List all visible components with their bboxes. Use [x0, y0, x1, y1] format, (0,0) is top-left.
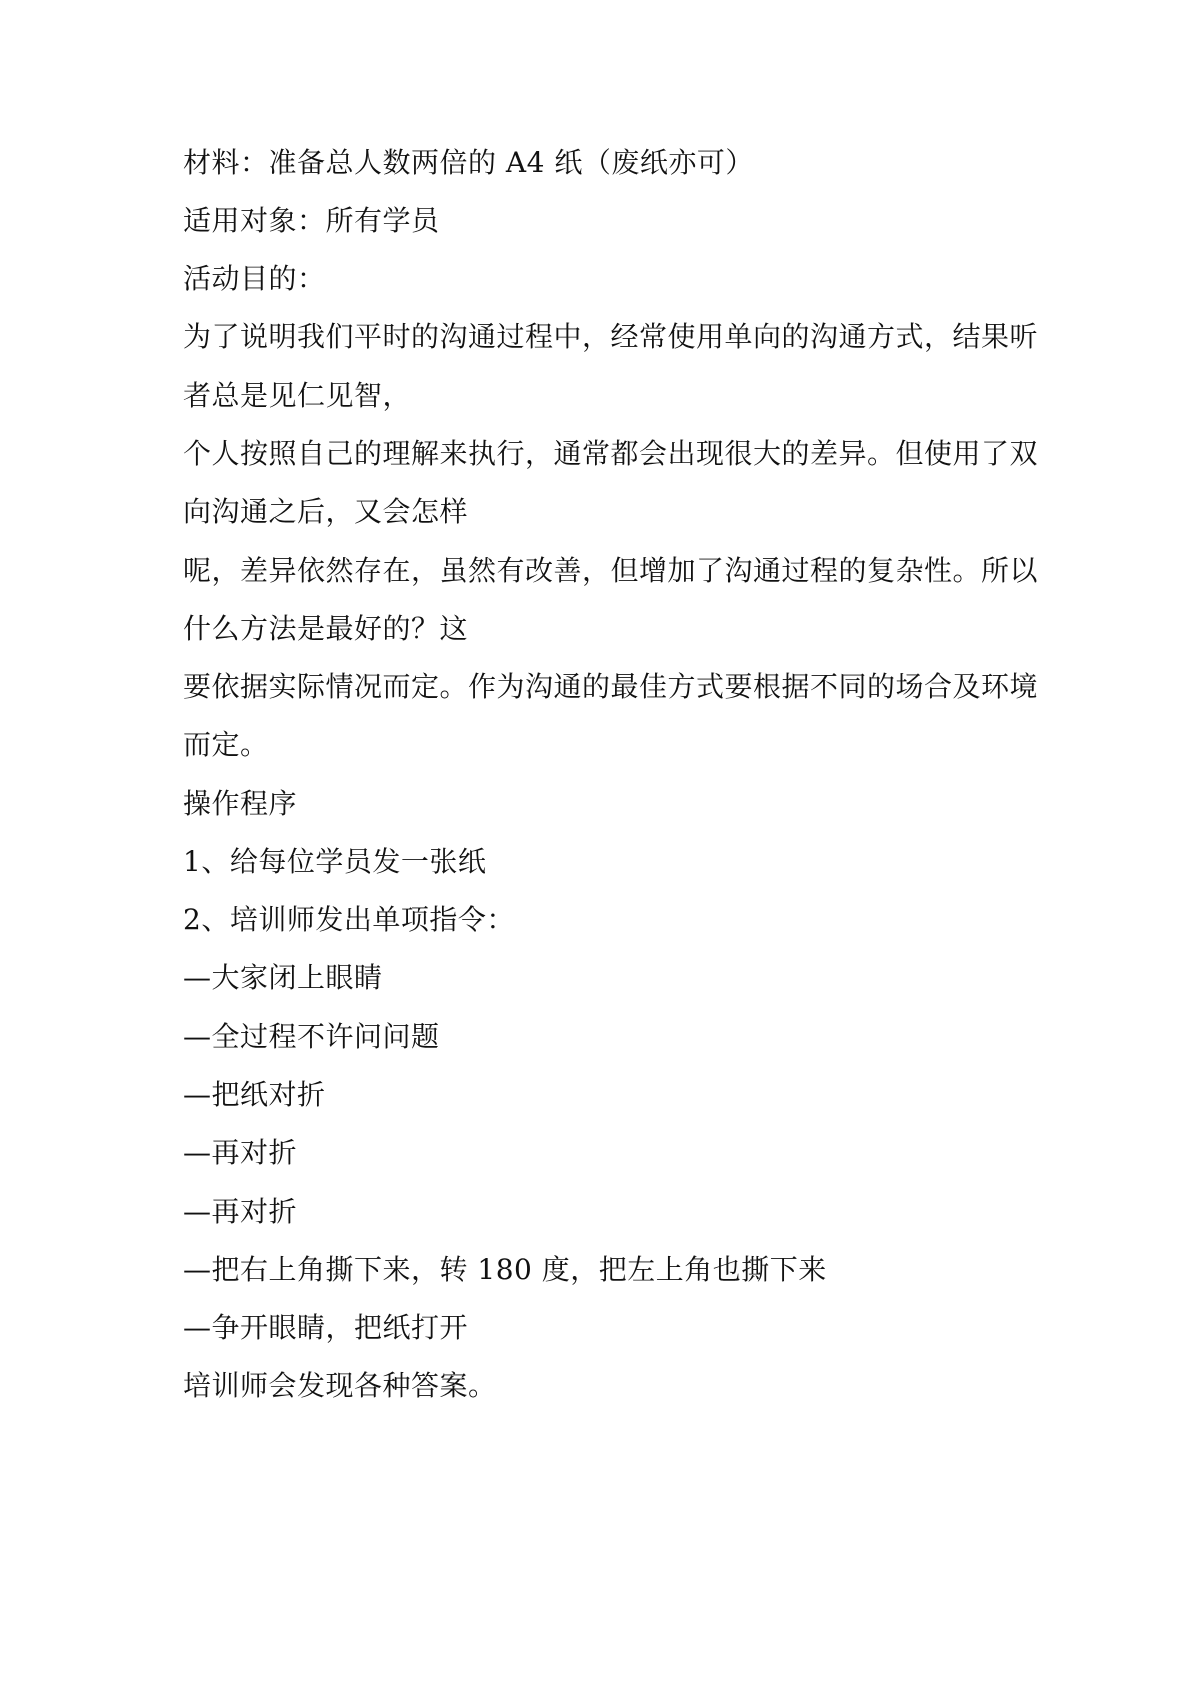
purpose-text-line: 呢，差异依然存在，虽然有改善，但增加了沟通过程的复杂性。所以: [183, 554, 1039, 587]
purpose-text-line: 而定。: [183, 728, 269, 761]
instruction-item: —大家闭上眼睛: [183, 961, 383, 994]
procedure-step: 1、给每位学员发一张纸: [183, 845, 487, 878]
purpose-text-line: 个人按照自己的理解来执行，通常都会出现很大的差异。但使用了双: [183, 437, 1039, 470]
purpose-text-line: 者总是见仁见智，: [183, 379, 412, 412]
procedure-heading: 操作程序: [183, 787, 298, 820]
target-audience-line: 适用对象：所有学员: [183, 204, 440, 237]
procedure-step: 2、培训师发出单项指令：: [183, 903, 515, 936]
purpose-text-line: 什么方法是最好的？这: [183, 612, 469, 645]
conclusion-line: 培训师会发现各种答案。: [183, 1369, 497, 1402]
instruction-item: —再对折: [183, 1195, 298, 1228]
purpose-text-line: 向沟通之后，又会怎样: [183, 495, 469, 528]
purpose-heading: 活动目的：: [183, 262, 326, 295]
materials-line: 材料：准备总人数两倍的 A4 纸（废纸亦可）: [183, 146, 754, 179]
instruction-item: —把纸对折: [183, 1078, 326, 1111]
purpose-text-line: 要依据实际情况而定。作为沟通的最佳方式要根据不同的场合及环境: [183, 670, 1039, 703]
instruction-item: —全过程不许问问题: [183, 1020, 440, 1053]
instruction-item: —把右上角撕下来，转 180 度，把左上角也撕下来: [183, 1253, 827, 1286]
instruction-item: —再对折: [183, 1136, 298, 1169]
instruction-item: —争开眼睛，把纸打开: [183, 1311, 469, 1344]
purpose-text-line: 为了说明我们平时的沟通过程中，经常使用单向的沟通方式，结果听: [183, 320, 1039, 353]
